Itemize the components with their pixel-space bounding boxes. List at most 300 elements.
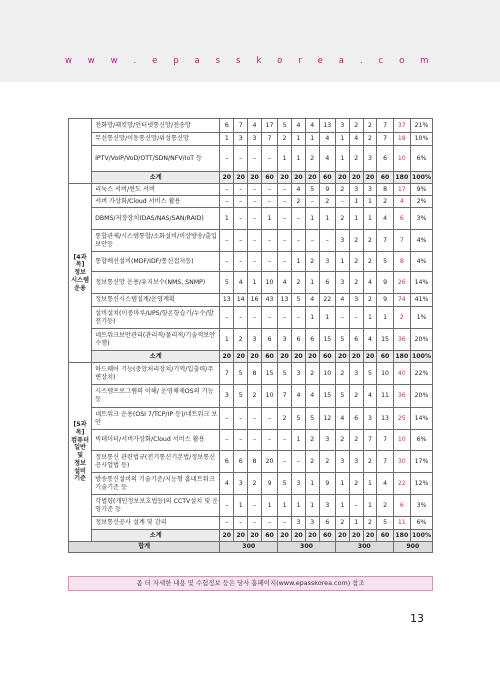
value-cell: – — [261, 430, 277, 451]
value-cell: – — [234, 196, 248, 208]
category-cell — [69, 184, 92, 363]
value-cell: 1 — [363, 495, 377, 517]
ratio-cell: 12% — [410, 473, 432, 495]
value-cell: 20 — [248, 172, 262, 184]
value-cell: 1 — [335, 252, 349, 272]
value-cell: – — [261, 408, 277, 430]
category-line: 시스템 — [71, 276, 90, 284]
ratio-cell: 4% — [410, 230, 432, 252]
table-row — [69, 252, 433, 272]
value-cell: 3 — [335, 272, 349, 294]
subtotal-row — [69, 172, 433, 184]
ratio-cell: 41% — [410, 294, 432, 307]
subject-cell: 하드웨어 기능(중앙처리장치/기억/입출력/주변장치) — [92, 363, 220, 385]
value-cell: 13 — [377, 408, 393, 430]
value-cell: 2 — [305, 451, 319, 473]
subject-cell: 통합배선설비(MDF/IDF/통신접지등) — [92, 252, 220, 272]
value-cell: 1 — [363, 208, 377, 230]
total-count-cell: 40 — [393, 363, 410, 385]
subject-cell: 네트워크 운용(OSI 7/TCP/IP 등)/네트워크 보안 — [92, 408, 220, 430]
value-cell: 2 — [335, 517, 349, 530]
value-cell: 20 — [335, 530, 349, 542]
value-cell: 3 — [335, 451, 349, 473]
value-cell: 3 — [248, 133, 262, 146]
value-cell: 20 — [278, 351, 292, 363]
value-cell: 5 — [278, 473, 292, 495]
ratio-cell: 4% — [410, 252, 432, 272]
value-cell: 20 — [278, 530, 292, 542]
value-cell: 1 — [291, 252, 305, 272]
value-cell: 5 — [234, 385, 248, 408]
subject-cell: 통합관제/시스템통합/소화설비/비상방송/출입보안등 — [92, 230, 220, 252]
value-cell: – — [234, 408, 248, 430]
total-count-cell: 180 — [393, 530, 410, 542]
value-cell: 5 — [234, 363, 248, 385]
table-row — [69, 430, 433, 451]
total-count-cell: 6 — [393, 495, 410, 517]
value-cell: 2 — [278, 408, 292, 430]
value-cell: 14 — [234, 294, 248, 307]
value-cell: 2 — [234, 329, 248, 351]
value-cell: 3 — [335, 119, 349, 133]
value-cell: 10 — [261, 272, 277, 294]
value-cell: 16 — [248, 294, 262, 307]
value-cell: – — [234, 307, 248, 329]
value-cell: – — [220, 230, 234, 252]
value-cell: 4 — [377, 208, 393, 230]
value-cell: 3 — [291, 363, 305, 385]
value-cell: – — [261, 517, 277, 530]
value-cell: 1 — [291, 146, 305, 172]
value-cell: – — [234, 208, 248, 230]
value-cell: 2 — [291, 272, 305, 294]
value-cell: – — [305, 196, 319, 208]
value-cell: 13 — [278, 294, 292, 307]
value-cell: – — [234, 230, 248, 252]
total-count-cell: 180 — [393, 172, 410, 184]
value-cell: – — [248, 196, 262, 208]
value-cell: 20 — [349, 172, 363, 184]
ratio-cell: 17% — [410, 451, 432, 473]
value-cell: 2 — [291, 196, 305, 208]
value-cell: 9 — [377, 272, 393, 294]
value-cell: 1 — [305, 307, 319, 329]
ratio-cell: 3% — [410, 208, 432, 230]
value-cell: 13 — [220, 294, 234, 307]
ratio-cell: 10% — [410, 133, 432, 146]
value-cell: 12 — [319, 408, 335, 430]
value-cell: – — [335, 196, 349, 208]
value-cell: – — [248, 184, 262, 196]
value-cell: – — [349, 495, 363, 517]
table-row — [69, 363, 433, 385]
value-cell: 8 — [248, 451, 262, 473]
table-row — [69, 385, 433, 408]
value-cell: 7 — [234, 119, 248, 133]
value-cell: 20 — [220, 172, 234, 184]
value-cell: 3 — [349, 294, 363, 307]
value-cell: 7 — [377, 451, 393, 473]
total-count-cell: 36 — [393, 385, 410, 408]
value-cell: – — [248, 307, 262, 329]
value-cell: 2 — [377, 196, 393, 208]
value-cell: 9 — [261, 473, 277, 495]
value-cell: – — [278, 252, 292, 272]
total-count-cell: 6 — [393, 208, 410, 230]
value-cell: 1 — [261, 208, 277, 230]
category-line: 운용 — [74, 284, 87, 292]
value-cell: – — [349, 307, 363, 329]
value-cell: 2 — [335, 430, 349, 451]
value-cell: 43 — [261, 294, 277, 307]
ratio-cell: 6% — [410, 146, 432, 172]
value-cell: 6 — [305, 329, 319, 351]
value-cell: – — [220, 146, 234, 172]
value-cell: 1 — [291, 133, 305, 146]
category-line: 기준 — [74, 475, 87, 483]
value-cell: 20 — [335, 172, 349, 184]
value-cell: 4 — [305, 119, 319, 133]
value-cell: 20 — [305, 172, 319, 184]
value-cell: 20 — [234, 351, 248, 363]
value-cell: 2 — [363, 252, 377, 272]
value-cell: – — [261, 196, 277, 208]
category-line: 정보 — [74, 269, 87, 277]
value-cell: 1 — [349, 517, 363, 530]
value-cell: 4 — [305, 294, 319, 307]
value-cell: 1 — [349, 196, 363, 208]
total-count-cell: 10 — [393, 430, 410, 451]
value-cell: 13 — [319, 119, 335, 133]
value-cell: 15 — [377, 329, 393, 351]
subject-cell: 서버 가상화/Cloud 서비스 활용 — [92, 196, 220, 208]
value-cell: 2 — [377, 495, 393, 517]
value-cell: 5 — [377, 252, 393, 272]
total-cell: 300 — [220, 542, 278, 553]
value-cell: 3 — [291, 473, 305, 495]
subject-cell: 각법령(개인정보보호법등)의 CCTV설치 및 운영기준 등 — [92, 495, 220, 517]
value-cell: 5 — [305, 408, 319, 430]
value-cell: 1 — [363, 196, 377, 208]
value-cell: 8 — [377, 184, 393, 196]
value-cell: 4 — [220, 473, 234, 495]
value-cell: 2 — [363, 119, 377, 133]
value-cell: 1 — [278, 495, 292, 517]
value-cell: 5 — [305, 184, 319, 196]
value-cell: – — [261, 307, 277, 329]
value-cell: – — [248, 517, 262, 530]
total-count-cell: 2 — [393, 307, 410, 329]
table-row — [69, 184, 433, 196]
table-row — [69, 208, 433, 230]
ratio-cell: 9% — [410, 184, 432, 196]
value-cell: 4 — [319, 133, 335, 146]
value-cell: 20 — [261, 451, 277, 473]
value-cell: – — [234, 184, 248, 196]
value-cell: – — [234, 517, 248, 530]
table-row — [69, 133, 433, 146]
value-cell: 20 — [363, 530, 377, 542]
value-cell: 9 — [319, 184, 335, 196]
value-cell: 11 — [377, 385, 393, 408]
value-cell: 20 — [335, 351, 349, 363]
value-cell: 1 — [349, 208, 363, 230]
value-cell: 20 — [248, 351, 262, 363]
value-cell: – — [220, 307, 234, 329]
value-cell: 3 — [291, 517, 305, 530]
category-line: 설비 — [74, 467, 87, 475]
value-cell: 4 — [335, 294, 349, 307]
value-cell: – — [261, 184, 277, 196]
value-cell: – — [335, 307, 349, 329]
value-cell: 3 — [234, 133, 248, 146]
value-cell: – — [248, 230, 262, 252]
value-cell: 3 — [349, 184, 363, 196]
table-row — [69, 196, 433, 208]
value-cell: 3 — [363, 184, 377, 196]
value-cell: 2 — [363, 517, 377, 530]
value-cell: 7 — [261, 133, 277, 146]
value-cell: – — [319, 230, 335, 252]
value-cell: – — [220, 517, 234, 530]
value-cell: 1 — [248, 272, 262, 294]
value-cell: – — [278, 196, 292, 208]
subject-cell: DBMS/저장장치(DAS/NAS/SAN/RAID) — [92, 208, 220, 230]
value-cell: 4 — [335, 408, 349, 430]
value-cell: – — [248, 146, 262, 172]
value-cell: 10 — [261, 385, 277, 408]
table-row — [69, 408, 433, 430]
value-cell: 4 — [349, 133, 363, 146]
value-cell: 5 — [278, 363, 292, 385]
header-band — [0, 0, 500, 82]
value-cell: 4 — [363, 329, 377, 351]
value-cell: 6 — [349, 408, 363, 430]
value-cell: 5 — [220, 272, 234, 294]
category-line: 및 — [77, 452, 84, 459]
value-cell: – — [220, 495, 234, 517]
value-cell: 2 — [349, 252, 363, 272]
category-line: 일반 — [74, 444, 87, 452]
value-cell: 22 — [319, 294, 335, 307]
subject-cell: 설비설치(이중마루/UPS/항온항습기/누수/발전기등) — [92, 307, 220, 329]
value-cell: 6 — [261, 329, 277, 351]
value-cell: – — [234, 146, 248, 172]
grand-total-row — [69, 542, 433, 553]
value-cell: – — [248, 408, 262, 430]
value-cell: 20 — [291, 530, 305, 542]
value-cell: 4 — [234, 272, 248, 294]
site-url[interactable]: w w w . e p a s s k o r e a . c o m — [64, 56, 436, 66]
value-cell: 1 — [305, 272, 319, 294]
value-cell: 1 — [305, 133, 319, 146]
total-count-cell: 30 — [393, 451, 410, 473]
value-cell: 4 — [377, 473, 393, 495]
value-cell: 4 — [363, 272, 377, 294]
value-cell: 3 — [349, 363, 363, 385]
value-cell: 3 — [363, 146, 377, 172]
value-cell: 2 — [349, 230, 363, 252]
value-cell: – — [291, 230, 305, 252]
total-cell: 900 — [393, 542, 432, 553]
value-cell: 2 — [349, 430, 363, 451]
category-line: [5과목] — [73, 421, 87, 436]
value-cell: 7 — [377, 133, 393, 146]
total-count-cell: 18 — [393, 133, 410, 146]
value-cell: 6 — [220, 119, 234, 133]
subtotal-row — [69, 351, 433, 363]
value-cell: 1 — [363, 307, 377, 329]
category-line: 정보 — [74, 459, 87, 467]
value-cell: 5 — [335, 385, 349, 408]
value-cell: 1 — [305, 208, 319, 230]
value-cell: 20 — [278, 172, 292, 184]
ratio-cell: 20% — [410, 329, 432, 351]
total-count-cell: 11 — [393, 517, 410, 530]
value-cell: – — [278, 230, 292, 252]
value-cell: 1 — [335, 495, 349, 517]
value-cell: 15 — [261, 363, 277, 385]
value-cell: 60 — [261, 351, 277, 363]
ratio-cell: 3% — [410, 495, 432, 517]
value-cell: 9 — [319, 473, 335, 495]
value-cell: – — [305, 230, 319, 252]
value-cell: 60 — [319, 172, 335, 184]
total-label: 합계 — [69, 542, 220, 553]
value-cell: – — [278, 430, 292, 451]
value-cell: 3 — [305, 517, 319, 530]
ratio-cell: 21% — [410, 119, 432, 133]
subtotal-label: 소계 — [92, 172, 220, 184]
value-cell: 6 — [234, 451, 248, 473]
value-cell: 9 — [377, 294, 393, 307]
value-cell: 10 — [319, 363, 335, 385]
value-cell: 2 — [363, 451, 377, 473]
total-count-cell: 26 — [393, 272, 410, 294]
ratio-cell: 22% — [410, 363, 432, 385]
value-cell: 60 — [377, 351, 393, 363]
value-cell: 1 — [261, 495, 277, 517]
value-cell: 3 — [319, 430, 335, 451]
value-cell: 4 — [291, 385, 305, 408]
value-cell: – — [220, 196, 234, 208]
subject-cell: IPTV/VoIP/VoD/OTT/SDN/NFV/IoT 등 — [92, 146, 220, 172]
table-row — [69, 272, 433, 294]
value-cell: 2 — [335, 363, 349, 385]
subtotal-label: 소계 — [92, 351, 220, 363]
total-count-cell: 180 — [393, 351, 410, 363]
exam-table — [68, 118, 433, 553]
value-cell: 6 — [319, 272, 335, 294]
value-cell: – — [248, 208, 262, 230]
value-cell: 3 — [278, 329, 292, 351]
value-cell: 1 — [305, 473, 319, 495]
value-cell: 2 — [349, 146, 363, 172]
category-line: [4과목] — [73, 253, 87, 269]
subtotal-row — [69, 530, 433, 542]
value-cell: 7 — [220, 363, 234, 385]
value-cell: – — [248, 430, 262, 451]
value-cell: – — [278, 208, 292, 230]
value-cell: 60 — [261, 530, 277, 542]
value-cell: 4 — [319, 146, 335, 172]
ratio-cell: 100% — [410, 530, 432, 542]
value-cell: – — [291, 208, 305, 230]
value-cell: – — [261, 230, 277, 252]
subject-cell: 빅데이터/서버가상화/Cloud 서비스 활용 — [92, 430, 220, 451]
value-cell: – — [220, 184, 234, 196]
value-cell: 2 — [319, 196, 335, 208]
category-line: 컴퓨터 — [71, 436, 90, 444]
total-count-cell: 37 — [393, 119, 410, 133]
value-cell: 2 — [335, 184, 349, 196]
value-cell: – — [278, 184, 292, 196]
value-cell: 3 — [319, 495, 335, 517]
page-number: 13 — [410, 612, 424, 625]
value-cell: 3 — [234, 473, 248, 495]
value-cell: 20 — [349, 351, 363, 363]
total-count-cell: 4 — [393, 196, 410, 208]
value-cell: 1 — [220, 329, 234, 351]
value-cell: 20 — [363, 172, 377, 184]
value-cell: 2 — [349, 473, 363, 495]
value-cell: 1 — [335, 146, 349, 172]
total-count-cell: 17 — [393, 184, 410, 196]
subject-cell: 네트워크보안관리(관리적/물리적/기술적보안수행) — [92, 329, 220, 351]
value-cell: 60 — [319, 530, 335, 542]
value-cell: – — [278, 451, 292, 473]
value-cell: – — [220, 252, 234, 272]
total-count-cell: 25 — [393, 408, 410, 430]
value-cell: 4 — [248, 119, 262, 133]
subject-cell: 무선통신망/이동통신망/위성통신망 — [92, 133, 220, 146]
subtotal-label: 소계 — [92, 530, 220, 542]
value-cell: 20 — [234, 530, 248, 542]
total-count-cell: 7 — [393, 230, 410, 252]
value-cell: 6 — [319, 517, 335, 530]
value-cell: 20 — [363, 351, 377, 363]
ratio-cell: 14% — [410, 408, 432, 430]
value-cell: 1 — [291, 495, 305, 517]
value-cell: 4 — [278, 272, 292, 294]
table-row — [69, 146, 433, 172]
value-cell: 20 — [220, 530, 234, 542]
value-cell: 2 — [319, 451, 335, 473]
value-cell: 3 — [349, 451, 363, 473]
subject-cell: 방송통신설비의 기술기준/지능형 홈네트워크 기술기준 등 — [92, 473, 220, 495]
value-cell: 20 — [248, 530, 262, 542]
value-cell: – — [278, 517, 292, 530]
total-count-cell: 8 — [393, 252, 410, 272]
value-cell: 2 — [305, 252, 319, 272]
value-cell: 4 — [305, 385, 319, 408]
value-cell: 7 — [377, 430, 393, 451]
table-row — [69, 294, 433, 307]
table-row — [69, 230, 433, 252]
ratio-cell: 100% — [410, 351, 432, 363]
value-cell: 20 — [234, 172, 248, 184]
value-cell: 5 — [291, 294, 305, 307]
value-cell: – — [278, 307, 292, 329]
value-cell: 20 — [305, 530, 319, 542]
value-cell: 5 — [278, 119, 292, 133]
value-cell: 2 — [363, 133, 377, 146]
value-cell: 2 — [278, 133, 292, 146]
value-cell: 7 — [377, 230, 393, 252]
value-cell: 2 — [305, 146, 319, 172]
table-row — [69, 451, 433, 473]
value-cell: 60 — [319, 351, 335, 363]
